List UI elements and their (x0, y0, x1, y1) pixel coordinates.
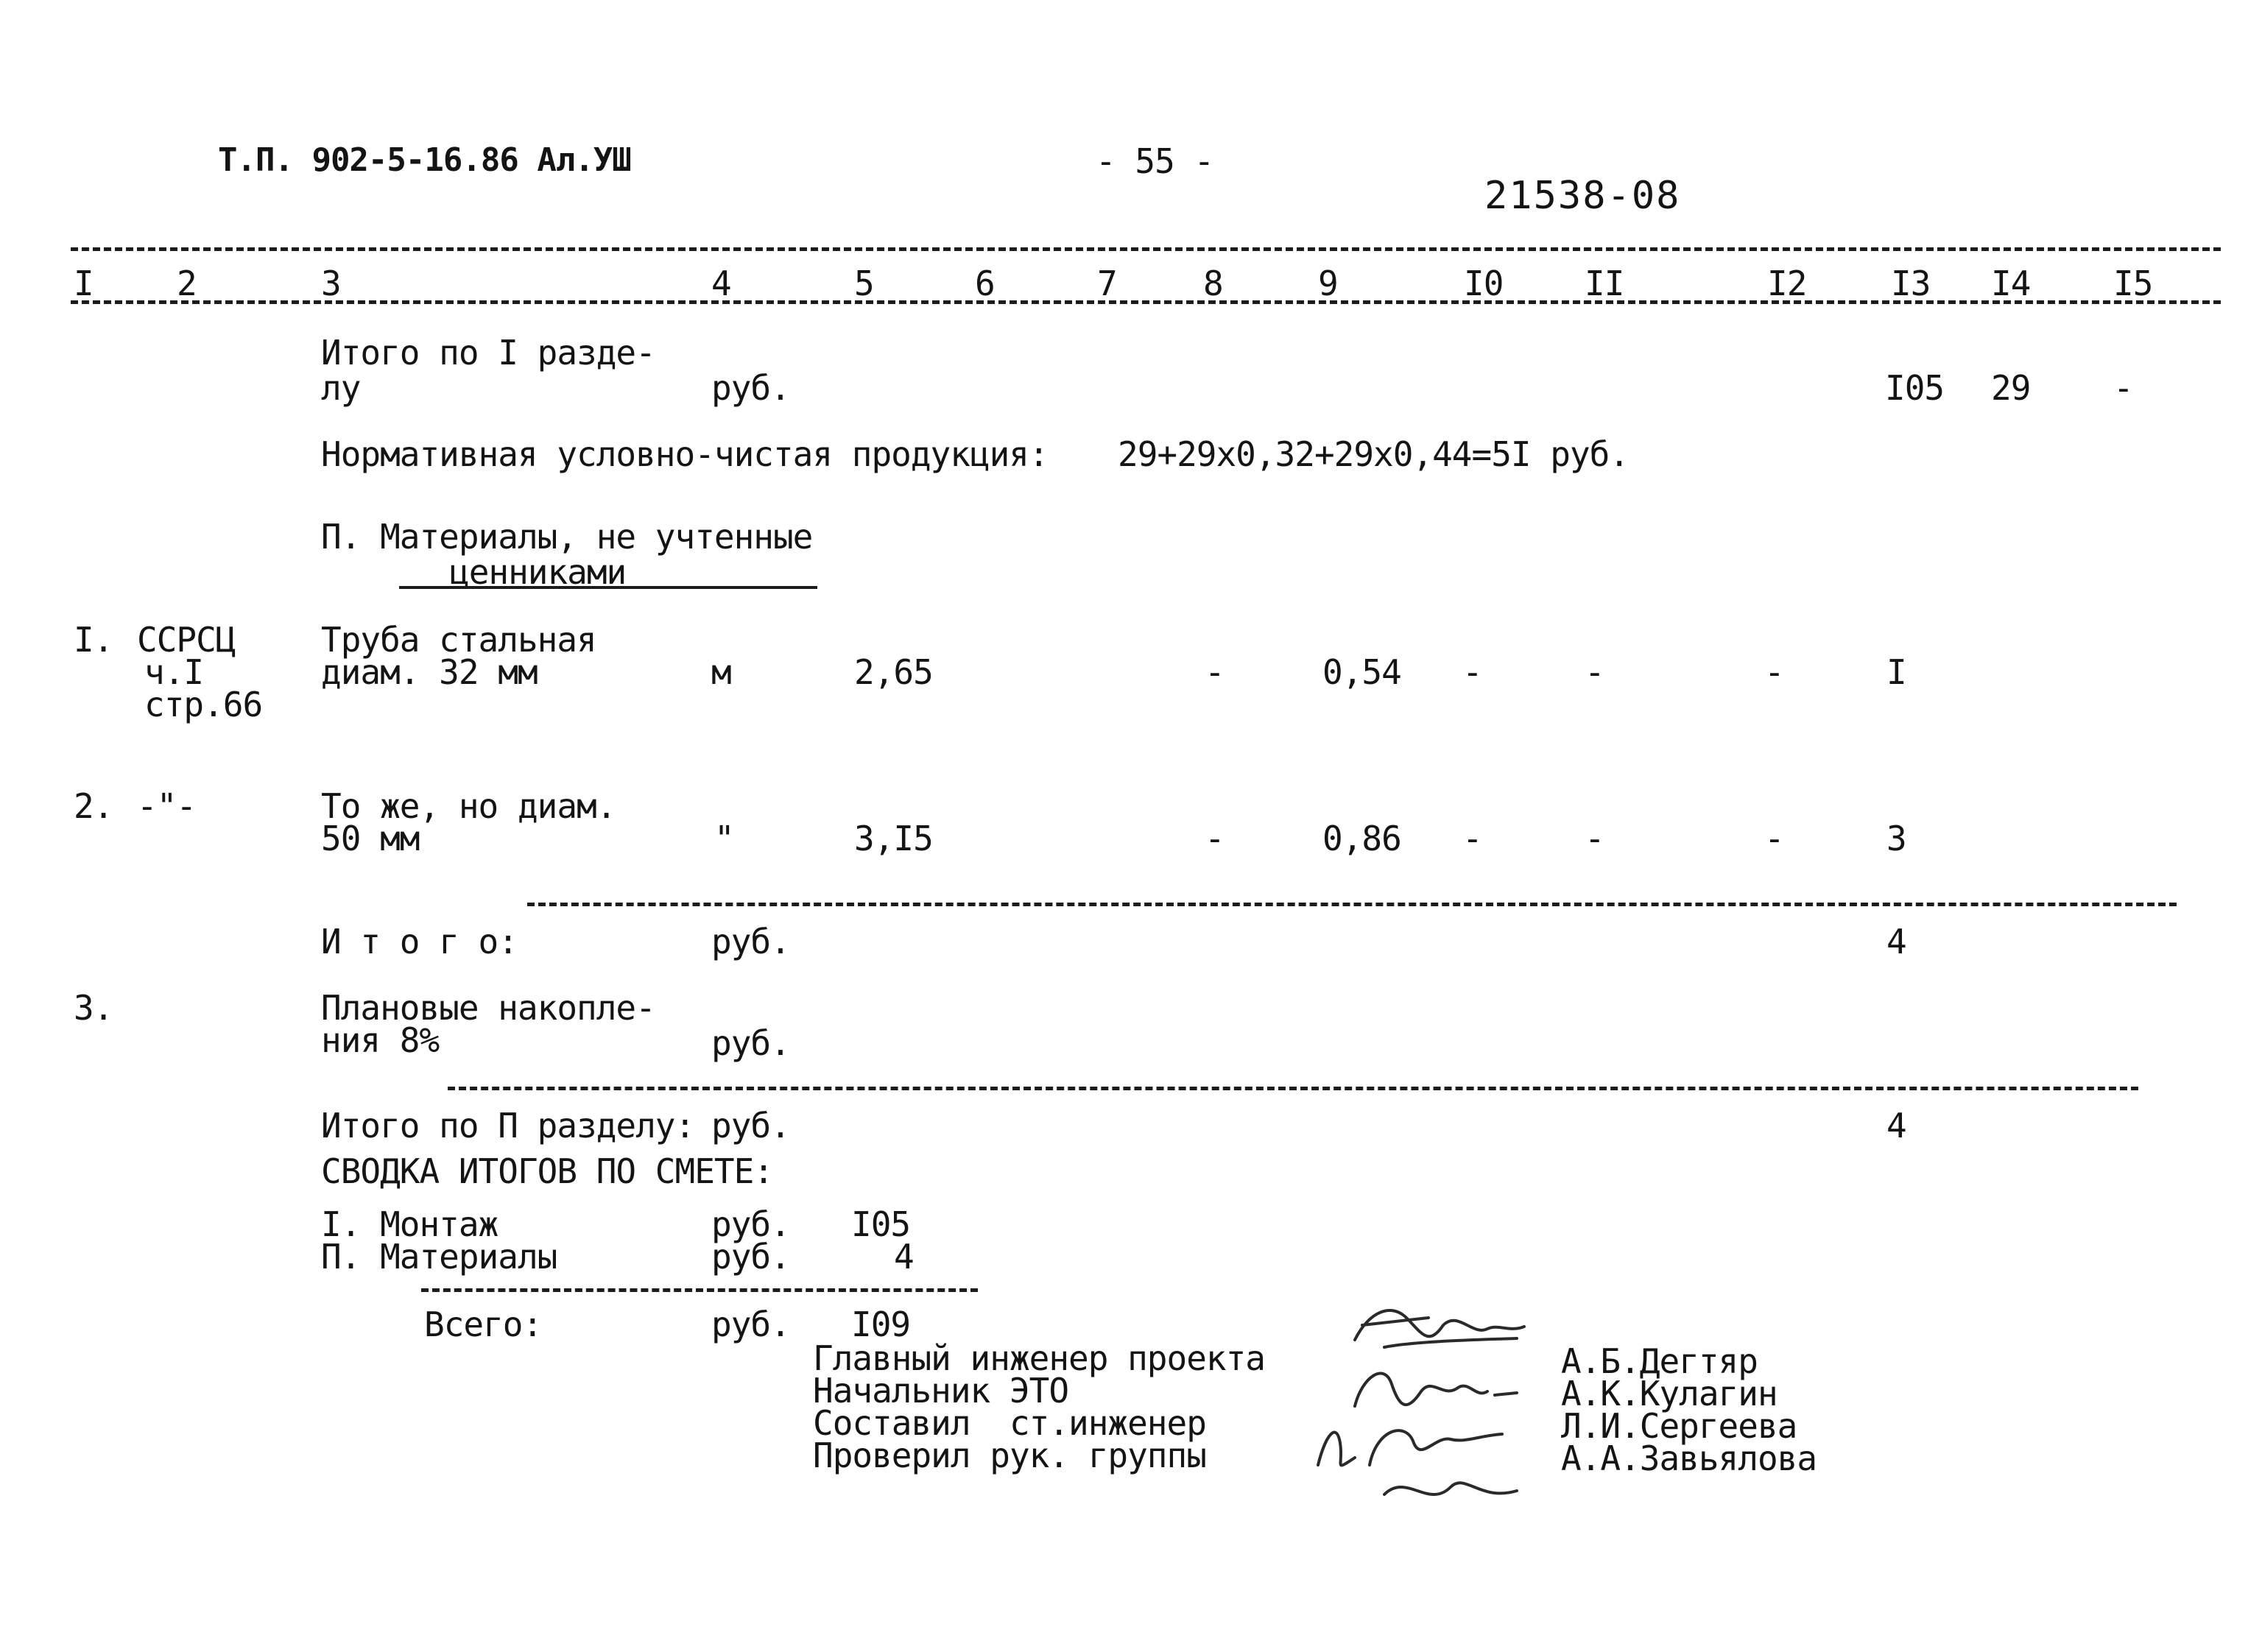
planned-label-1: Плановые накопле- (321, 988, 655, 1028)
section1-total-unit: руб. (711, 368, 790, 408)
section2-total-label: Итого по П разделу: (321, 1106, 695, 1146)
item2-col13: 3 (1886, 819, 1906, 858)
summary-total-label: Всего: (424, 1305, 543, 1344)
item1-col8: - (1205, 652, 1225, 692)
col-header-14: I4 (1991, 264, 2031, 303)
col-header-5: 5 (854, 264, 874, 303)
item1-col13: I (1886, 652, 1906, 692)
section2-title-line2: ценниками (449, 552, 627, 592)
item2-col11: - (1585, 819, 1604, 858)
section1-total-col13: I05 (1885, 368, 1945, 408)
signature-role-4: Проверил рук. группы (813, 1436, 1206, 1475)
item1-col5: 2,65 (854, 652, 933, 692)
planned-unit: руб. (711, 1023, 790, 1063)
col-header-11: II (1585, 264, 1624, 303)
item1-unit: м (711, 652, 731, 692)
summary-row2-label: П. Материалы (321, 1237, 557, 1277)
item2-unit: " (714, 819, 734, 858)
normative-label: Нормативная условно-чистая продукция: (321, 434, 1049, 474)
item1-source-1: ССРСЦ (137, 620, 236, 660)
signature-scribble-1 (1340, 1296, 1532, 1362)
item2-col10: - (1462, 819, 1482, 858)
item2-col12: - (1764, 819, 1784, 858)
signature-role-3: Составил ст.инженер (813, 1403, 1206, 1443)
summary-row1-unit: руб. (711, 1204, 790, 1244)
item2-number: 2. (74, 786, 113, 826)
col-header-13: I3 (1891, 264, 1931, 303)
section1-total-col14: 29 (1991, 368, 2031, 408)
signature-name-1: А.Б.Дегтяр (1561, 1341, 1758, 1381)
summary-total-value: I09 (851, 1305, 911, 1344)
section2-title-line1: П. Материалы, не учтенные (321, 517, 813, 557)
signature-role-1: Главный инженер проекта (813, 1338, 1265, 1378)
summary-title: СВОДКА ИТОГОВ ПО СМЕТЕ: (321, 1151, 773, 1191)
item1-col9: 0,54 (1322, 652, 1401, 692)
item1-source-2: ч.I (144, 652, 204, 692)
col-header-12: I2 (1767, 264, 1807, 303)
planned-label-2: ния 8% (321, 1020, 440, 1060)
section1-total-label-1: Итого по I разде- (321, 333, 655, 373)
header-bottom-rule (71, 300, 2221, 304)
signature-name-2: А.К.Кулагин (1561, 1374, 1777, 1413)
table-top-rule (71, 247, 2221, 251)
item1-number: I. (74, 620, 113, 660)
section2-total-top-rule (448, 1087, 2138, 1090)
item2-col8: - (1205, 819, 1225, 858)
planned-number: 3. (74, 988, 113, 1028)
col-header-7: 7 (1097, 264, 1117, 303)
col-header-10: I0 (1464, 264, 1504, 303)
summary-total-unit: руб. (711, 1305, 790, 1344)
summary-total-rule (421, 1288, 978, 1292)
signature-scribble-3 (1303, 1399, 1524, 1517)
itogo-col13: 4 (1886, 922, 1906, 961)
stamp-number: 21538-08 (1484, 174, 1681, 218)
section1-total-col15: - (2113, 368, 2133, 408)
section2-total-unit: руб. (711, 1106, 790, 1146)
page-number: - 55 - (1096, 141, 1214, 181)
item2-col9: 0,86 (1322, 819, 1401, 858)
col-header-6: 6 (975, 264, 995, 303)
summary-row2-value: 4 (894, 1237, 914, 1277)
signature-name-3: Л.И.Сергеева (1561, 1406, 1797, 1446)
col-header-2: 2 (177, 264, 197, 303)
item1-source-3: стр.66 (144, 685, 263, 724)
col-header-4: 4 (711, 264, 731, 303)
item2-col5: 3,I5 (854, 819, 933, 858)
col-header-9: 9 (1318, 264, 1338, 303)
item1-col12: - (1764, 652, 1784, 692)
itogo-top-rule (527, 903, 2177, 906)
item2-name-2: 50 мм (321, 819, 420, 858)
col-header-15: I5 (2113, 264, 2153, 303)
section1-total-label-2: лу (321, 368, 361, 408)
section2-title-underline (399, 586, 817, 589)
itogo-unit: руб. (711, 922, 790, 961)
col-header-3: 3 (321, 264, 341, 303)
signature-name-4: А.А.Завьялова (1561, 1439, 1817, 1478)
item1-name-1: Труба стальная (321, 620, 596, 660)
summary-row1-value: I05 (851, 1204, 911, 1244)
signature-role-2: Начальник ЭТО (813, 1371, 1069, 1411)
itogo-label: И т о г о: (321, 922, 518, 961)
item2-name-1: То же, но диам. (321, 786, 616, 826)
col-header-1: I (74, 264, 94, 303)
item1-name-2: диам. 32 мм (321, 652, 538, 692)
col-header-8: 8 (1203, 264, 1223, 303)
summary-row1-label: I. Монтаж (321, 1204, 498, 1244)
summary-row2-unit: руб. (711, 1237, 790, 1277)
item1-col11: - (1585, 652, 1604, 692)
item2-source: -"- (137, 786, 197, 826)
item1-col10: - (1462, 652, 1482, 692)
section2-total-col13: 4 (1886, 1106, 1906, 1146)
normative-formula: 29+29х0,32+29х0,44=5I руб. (1118, 434, 1629, 474)
doc-code: Т.П. 902-5-16.86 Ал.УШ (218, 141, 631, 179)
